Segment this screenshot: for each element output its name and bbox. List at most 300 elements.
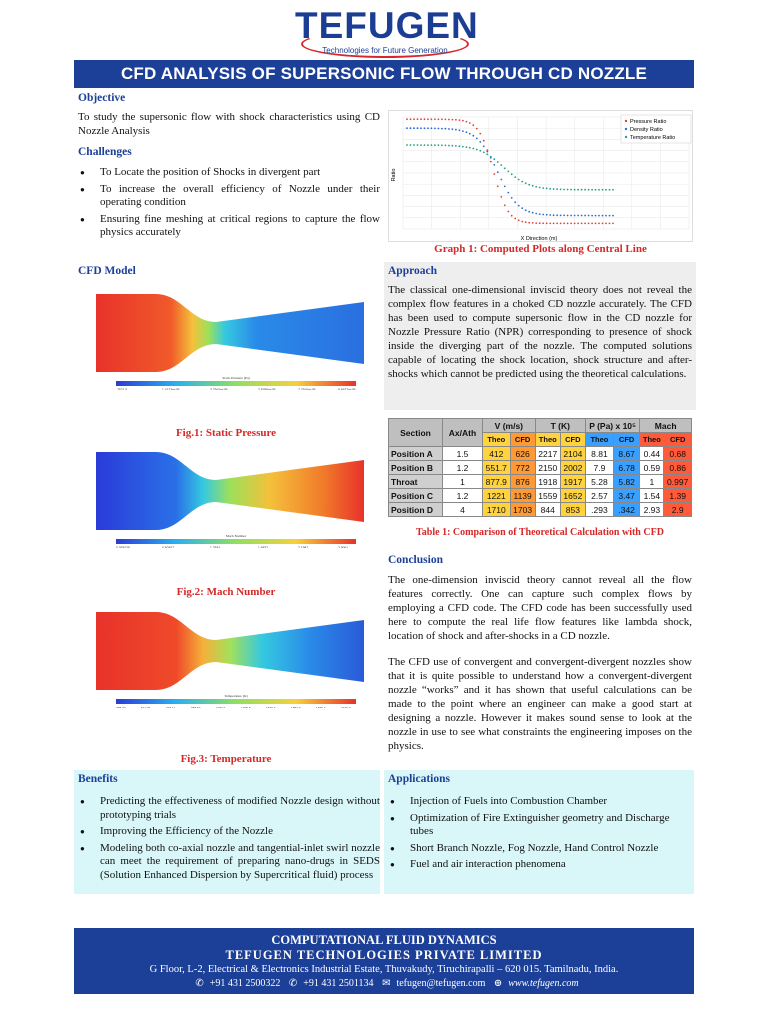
mail-icon: ✉: [382, 978, 391, 989]
data-point: [427, 127, 429, 129]
data-point: [525, 182, 527, 184]
table-subheader: CFD: [664, 433, 692, 447]
benefits-heading: Benefits: [78, 773, 118, 785]
table-cell: 1710: [483, 503, 511, 517]
footer-email[interactable]: tefugen@tefugen.com: [396, 978, 486, 989]
data-point: [452, 119, 454, 121]
data-point: [567, 215, 569, 217]
table-row: [389, 461, 692, 475]
conclusion-paragraph-1: The one-dimension inviscid theory cannot reveal all the flow features correctly. One can capture such complex flows by employing a CFD code. The CFD code has been successfully used here to compute the real life flow features like lambda shock, location of shock and after-shocks in a CD nozzle.: [388, 574, 692, 642]
data-point: [476, 138, 478, 140]
data-point: [539, 213, 541, 215]
data-point: [535, 186, 537, 188]
data-point: [588, 189, 590, 191]
table-cell: 8.67: [613, 447, 639, 461]
data-point: [539, 222, 541, 224]
table-row: [389, 475, 692, 489]
data-point: [410, 118, 412, 120]
table-cell: 1559: [535, 489, 560, 503]
data-point: [469, 147, 471, 149]
comparison-table: [388, 418, 692, 517]
data-point: [472, 124, 474, 126]
data-point: [483, 140, 485, 142]
data-point: [542, 214, 544, 216]
table-cell-section: Position B: [389, 461, 443, 475]
table-header: Section: [389, 419, 443, 447]
footer-address: G Floor, L-2, Electrical & Electronics Industrial Estate, Thuvakudy, Tiruchirapalli – 620 015. Tamilnadu, India.: [149, 964, 619, 975]
data-point: [563, 223, 565, 225]
data-point: [406, 127, 408, 129]
graph-caption: Graph 1: Computed Plots along Central Line: [434, 243, 647, 255]
list-item: ● Modeling both co-axial nozzle and tangential-inlet swirl nozzle can meet the requirement of preparing nano-drugs in SEDS (Solution Enhanced Dispersion by Supercritical fluid) process: [54, 842, 380, 883]
data-point: [609, 215, 611, 217]
data-point: [424, 127, 426, 129]
data-point: [507, 171, 509, 173]
data-point: [466, 131, 468, 133]
data-point: [560, 223, 562, 225]
data-point: [445, 145, 447, 147]
data-point: [556, 214, 558, 216]
data-point: [546, 222, 548, 224]
table-cell-section: Position D: [389, 503, 443, 517]
table-cell: 2217: [535, 447, 560, 461]
data-point: [591, 189, 593, 191]
table-cell: 7.9: [585, 461, 613, 475]
chart-legend: [621, 115, 691, 143]
legend-title: Static Pressure (Pa): [222, 376, 250, 380]
benefits-list: [54, 795, 380, 886]
data-point: [434, 118, 436, 120]
legend-tick: 1629.3: [266, 706, 276, 708]
data-point: [406, 144, 408, 146]
table-cell: 5.82: [613, 475, 639, 489]
footer-website[interactable]: www.tefugen.com: [508, 978, 579, 989]
legend-tick: 0.053029: [116, 546, 130, 548]
applications-heading: Applications: [388, 773, 450, 785]
legend-label-temperature: Temperature Ratio: [630, 135, 676, 141]
table-cell: 853: [560, 503, 585, 517]
figure-1-caption: Fig.1: Static Pressure: [175, 427, 277, 439]
data-point: [455, 145, 457, 147]
table-subheader: CFD: [510, 433, 535, 447]
legend-tick: 1182.2: [216, 706, 226, 708]
table-header: Ax/Ath: [443, 419, 483, 447]
data-point: [535, 222, 537, 224]
data-point: [598, 223, 600, 225]
data-point: [483, 145, 485, 147]
data-point: [511, 197, 513, 199]
data-point: [528, 211, 530, 213]
data-point: [518, 205, 520, 207]
phone-icon: ✆: [195, 978, 204, 989]
footer-company-name: TEFUGEN TECHNOLOGIES PRIVATE LIMITED: [225, 948, 543, 962]
legend-marker-temperature: [625, 136, 627, 138]
table-cell: 1139: [510, 489, 535, 503]
data-point: [595, 215, 597, 217]
table-cell-ratio: 1: [443, 475, 483, 489]
data-point: [521, 221, 523, 223]
data-point: [452, 145, 454, 147]
page-title: CFD ANALYSIS OF SUPERSONIC FLOW THROUGH CD NOZZLE: [74, 60, 694, 88]
legend-tick: 1405.8: [241, 706, 251, 708]
data-point: [431, 127, 433, 129]
company-logo: [295, 5, 479, 58]
challenges-list: [54, 166, 380, 243]
table-cell: 1918: [535, 475, 560, 489]
x-axis-label: X Direction (m): [520, 236, 558, 242]
data-point: [490, 156, 492, 158]
table-row: [389, 447, 692, 461]
data-point: [514, 201, 516, 203]
data-point: [570, 215, 572, 217]
data-point: [493, 173, 495, 175]
data-point: [612, 215, 614, 217]
data-point: [417, 144, 419, 146]
data-point: [497, 185, 499, 187]
data-point: [563, 189, 565, 191]
table-cell: 876: [510, 475, 535, 489]
list-item: ● Injection of Fuels into Combustion Chamber: [364, 795, 694, 809]
data-point: [472, 135, 474, 137]
legend-tick: 2.1987: [298, 546, 309, 548]
table-cell-section: Position A: [389, 447, 443, 461]
data-point: [445, 119, 447, 121]
data-point: [560, 189, 562, 191]
data-point: [438, 128, 440, 130]
conclusion-paragraph-2: The CFD use of convergent and convergent-divergent nozzles show that it is quite possible to understand how a convergent-divergent nozzle “works” and it has shown that useful calculations can be made to the point where an engineer can make a good start at designing a nozzle. However it makes sound sense to look at the nozzle in use to see what constraints the engineering imposes on the physics.: [388, 656, 692, 752]
table-cell-section: Throat: [389, 475, 443, 489]
data-point: [553, 223, 555, 225]
legend-tick: 288.00: [116, 706, 126, 708]
data-point: [542, 187, 544, 189]
data-point: [581, 189, 583, 191]
table-cell: 1221: [483, 489, 511, 503]
data-point: [452, 128, 454, 130]
legend-tick: 3.7910e+05: [210, 388, 228, 390]
data-point: [574, 223, 576, 225]
data-point: [448, 145, 450, 147]
legend-tick: 958.67: [191, 706, 201, 708]
data-point: [455, 119, 457, 121]
legend-marker-density: [625, 128, 627, 130]
legend-label-density: Density Ratio: [630, 127, 663, 133]
data-point: [546, 214, 548, 216]
table-row: [389, 503, 692, 517]
data-point: [556, 223, 558, 225]
legend-tick: 1.2534: [210, 546, 221, 548]
table-cell: 3.47: [613, 489, 639, 503]
legend-tick: 2100.0: [341, 706, 351, 708]
data-point: [542, 222, 544, 224]
data-point: [410, 144, 412, 146]
chart-canvas: [389, 111, 694, 243]
data-point: [570, 223, 572, 225]
list-item: ● Ensuring fine meshing at critical regions to capture the flow physics accurately: [54, 213, 380, 240]
table-cell: 626: [510, 447, 535, 461]
data-point: [602, 215, 604, 217]
table-cell: 1652: [560, 489, 585, 503]
list-item: ● To increase the overall efficiency of Nozzle under their operating condition: [54, 183, 380, 210]
data-point: [479, 141, 481, 143]
cfd-model-heading: CFD Model: [78, 265, 136, 277]
footer-phone-1[interactable]: +91 431 2500322: [209, 978, 281, 989]
data-point: [577, 189, 579, 191]
static-pressure-figure: [76, 292, 366, 390]
legend-tick: 511.00: [141, 706, 151, 708]
data-point: [469, 122, 471, 124]
data-point: [500, 164, 502, 166]
list-item: ● Improving the Efficiency of the Nozzle: [54, 825, 380, 839]
table-header: T (K): [535, 419, 585, 433]
data-point: [441, 144, 443, 146]
data-point: [605, 189, 607, 191]
data-point: [511, 215, 513, 217]
data-point: [504, 204, 506, 206]
data-point: [584, 189, 586, 191]
color-legend-bar: [116, 699, 356, 704]
data-point: [486, 151, 488, 153]
data-point: [535, 213, 537, 215]
data-point: [539, 187, 541, 189]
table-cell: 1917: [560, 475, 585, 489]
data-point: [567, 223, 569, 225]
data-point: [413, 118, 415, 120]
data-point: [448, 128, 450, 130]
data-point: [560, 215, 562, 217]
data-point: [420, 127, 422, 129]
data-point: [574, 215, 576, 217]
table-cell: 1703: [510, 503, 535, 517]
data-point: [469, 133, 471, 135]
footer-contacts: [74, 977, 694, 991]
data-point: [479, 133, 481, 135]
phone-icon: ✆: [288, 978, 298, 989]
data-point: [577, 215, 579, 217]
table-row: [389, 489, 692, 503]
data-point: [434, 128, 436, 130]
conclusion-heading: Conclusion: [388, 554, 443, 566]
data-point: [476, 149, 478, 151]
data-point: [605, 223, 607, 225]
legend-tick: 1876.4: [316, 706, 326, 708]
data-point: [438, 144, 440, 146]
table-cell-ratio: 1.2: [443, 461, 483, 475]
data-point: [584, 215, 586, 217]
data-point: [609, 189, 611, 191]
data-point: [500, 179, 502, 181]
legend-tick: 1.6822: [258, 546, 269, 548]
data-point: [504, 186, 506, 188]
data-point: [441, 128, 443, 130]
nozzle-contour: [96, 294, 364, 372]
data-point: [417, 127, 419, 129]
data-point: [584, 223, 586, 225]
data-point: [602, 189, 604, 191]
table-cell: 2104: [560, 447, 585, 461]
data-point: [588, 223, 590, 225]
data-point: [459, 145, 461, 147]
legend-tick: 3.8798e+05: [258, 388, 276, 390]
globe-icon: ⊕: [493, 978, 503, 989]
data-point: [549, 188, 551, 190]
data-point: [462, 146, 464, 148]
data-point: [532, 212, 534, 214]
list-item: ● Fuel and air interaction phenomena: [364, 858, 694, 872]
data-point: [514, 176, 516, 178]
list-item: ● To Locate the position of Shocks in divergent part: [54, 166, 380, 180]
list-item: ● Predicting the effectiveness of modified Nozzle design without prototyping trials: [54, 795, 380, 822]
table-cell: 772: [510, 461, 535, 475]
data-point: [490, 161, 492, 163]
data-point: [431, 118, 433, 120]
data-point: [434, 144, 436, 146]
table-cell: 1.39: [664, 489, 692, 503]
list-item: ● Short Branch Nozzle, Fog Nozzle, Hand Control Nozzle: [364, 842, 694, 856]
table-cell: 8.81: [585, 447, 613, 461]
list-item: ● Optimization of Fire Extinguisher geometry and Discharge tubes: [364, 812, 694, 839]
data-point: [591, 223, 593, 225]
data-point: [427, 118, 429, 120]
color-legend-bar: [116, 539, 356, 544]
data-point: [574, 189, 576, 191]
data-point: [441, 118, 443, 120]
data-point: [532, 222, 534, 224]
data-point: [486, 153, 488, 155]
nozzle-contour: [96, 612, 364, 690]
y-axis-label: Ratio: [391, 168, 397, 182]
data-point: [493, 164, 495, 166]
table-caption: Table 1: Comparison of Theoretical Calculation with CFD: [416, 527, 664, 538]
table-cell: 6.78: [613, 461, 639, 475]
data-point: [546, 188, 548, 190]
table-cell: 2002: [560, 461, 585, 475]
footer-line-1: COMPUTATIONAL FLUID DYNAMICS: [271, 933, 497, 947]
table-subheader: CFD: [613, 433, 639, 447]
legend-tick: -7521.5: [116, 388, 128, 390]
data-point: [448, 119, 450, 121]
data-point: [507, 211, 509, 213]
table-cell: 1: [640, 475, 664, 489]
data-point: [459, 129, 461, 131]
data-point: [556, 188, 558, 190]
data-point: [514, 218, 516, 220]
logo-tagline: Technologies for Future Generation: [322, 46, 448, 55]
data-point: [462, 130, 464, 132]
data-point: [438, 118, 440, 120]
legend-tick: 0.60307: [162, 546, 174, 548]
data-point: [595, 189, 597, 191]
data-point: [462, 120, 464, 122]
data-point: [427, 144, 429, 146]
data-point: [424, 118, 426, 120]
data-point: [518, 179, 520, 181]
table-header: V (m/s): [483, 419, 536, 433]
data-point: [497, 161, 499, 163]
data-point: [525, 209, 527, 211]
legend-title: Temperature (K): [224, 694, 248, 698]
table-subheader: Theo: [585, 433, 613, 447]
table-cell: 2.57: [585, 489, 613, 503]
table-subheader: CFD: [560, 433, 585, 447]
data-point: [493, 158, 495, 160]
color-legend-bar: [116, 381, 356, 386]
table-subheader: Theo: [483, 433, 511, 447]
table-cell: 0.44: [640, 447, 664, 461]
table-cell: 0.59: [640, 461, 664, 475]
data-point: [406, 118, 408, 120]
data-point: [609, 223, 611, 225]
data-point: [567, 189, 569, 191]
data-point: [528, 184, 530, 186]
data-point: [581, 215, 583, 217]
data-point: [595, 223, 597, 225]
data-point: [497, 171, 499, 173]
legend-marker-pressure: [625, 120, 627, 122]
data-point: [612, 189, 614, 191]
data-point: [532, 185, 534, 187]
data-point: [417, 118, 419, 120]
data-point: [570, 189, 572, 191]
table-subheader: Theo: [640, 433, 664, 447]
data-point: [413, 144, 415, 146]
data-point: [479, 150, 481, 152]
data-point: [553, 214, 555, 216]
figure-3-caption: Fig.3: Temperature: [180, 753, 272, 765]
data-point: [420, 118, 422, 120]
legend-tick: 7.7916e+05: [298, 388, 316, 390]
data-point: [476, 128, 478, 130]
objective-text: To study the supersonic flow with shock characteristics using CD Nozzle Analysis: [78, 111, 380, 137]
table-cell: 0.997: [664, 475, 692, 489]
data-point: [455, 129, 457, 131]
data-point: [553, 188, 555, 190]
data-point: [511, 173, 513, 175]
footer-phone-2[interactable]: +91 431 2501134: [303, 978, 374, 989]
table-cell: .342: [613, 503, 639, 517]
table-cell-ratio: 4: [443, 503, 483, 517]
data-point: [602, 223, 604, 225]
logo-wordmark: TEFUGEN: [295, 5, 479, 46]
data-point: [591, 215, 593, 217]
legend-tick: 733.11: [166, 706, 176, 708]
data-point: [598, 215, 600, 217]
data-point: [525, 221, 527, 223]
data-point: [420, 144, 422, 146]
mach-number-figure: [76, 450, 366, 548]
table-cell: 0.68: [664, 447, 692, 461]
table-header: P (Pa) x 10⁵: [585, 419, 639, 433]
approach-heading: Approach: [388, 265, 437, 277]
nozzle-contour: [96, 452, 364, 530]
data-point: [581, 223, 583, 225]
legend-tick: 2.9001: [338, 546, 349, 548]
data-point: [466, 146, 468, 148]
data-point: [518, 219, 520, 221]
figure-2-caption: Fig.2: Mach Number: [176, 586, 276, 598]
data-point: [472, 148, 474, 150]
data-point: [612, 223, 614, 225]
ratio-chart: [388, 110, 693, 242]
data-point: [605, 215, 607, 217]
legend-tick: 1852.9: [291, 706, 301, 708]
legend-tick: 1.4123e+05: [162, 388, 180, 390]
data-point: [507, 192, 509, 194]
table-cell: .293: [585, 503, 613, 517]
legend-tick: 8.6677e+05: [338, 388, 356, 390]
legend-title: Mach Number: [225, 534, 247, 538]
applications-list: [364, 795, 694, 875]
objective-heading: Objective: [78, 92, 126, 104]
